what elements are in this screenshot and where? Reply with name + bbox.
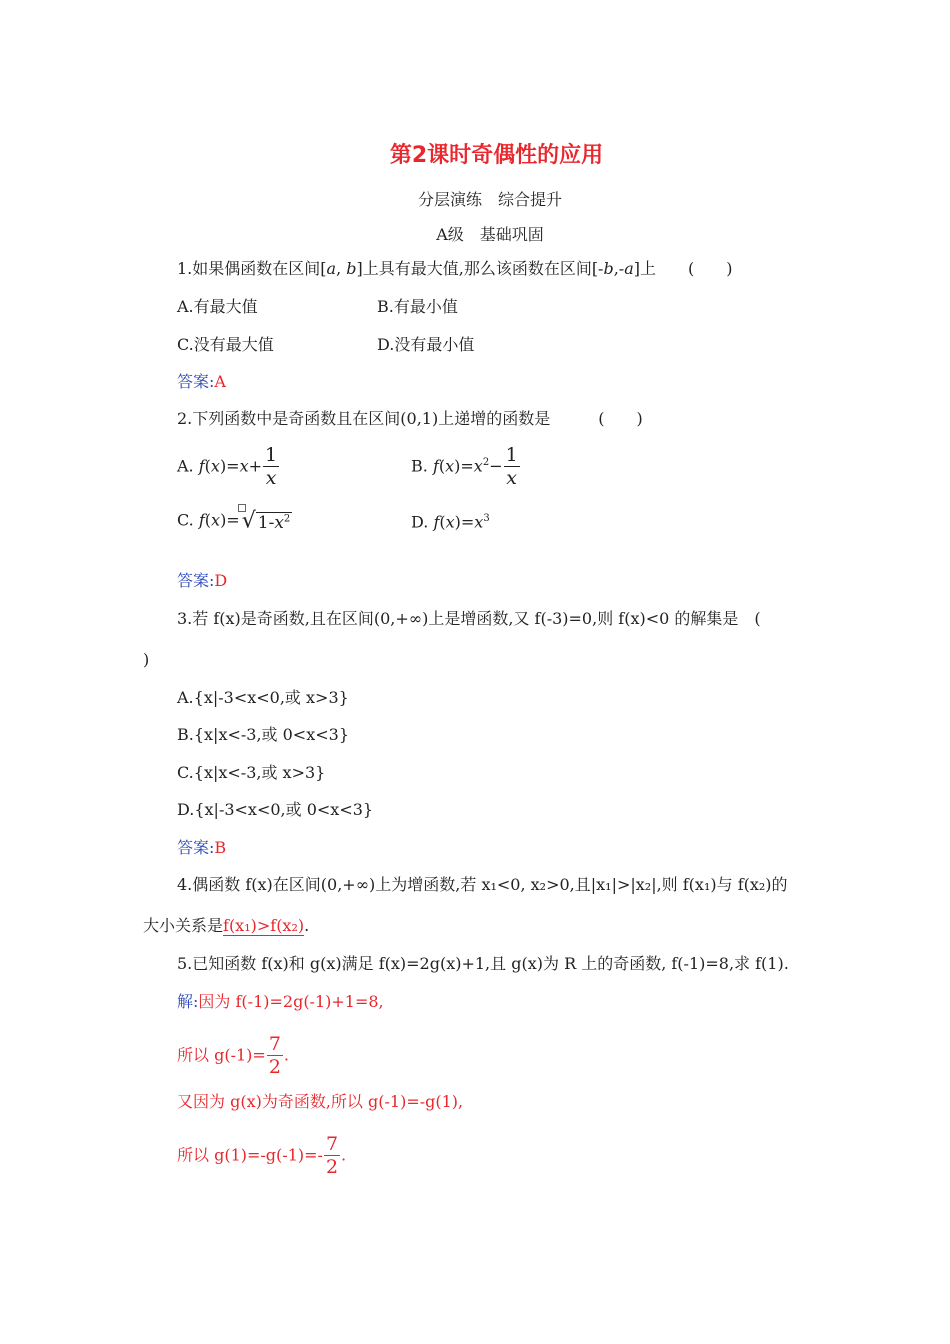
question-2-option-a: A. f(x)=x+ $\frac{1}{x}$ bbox=[177, 444, 278, 489]
question-3-answer: 答案:B bbox=[177, 838, 227, 857]
question-2-stem: 2.下列函数中是奇函数且在区间(0,1)上递增的函数是 ( ) bbox=[177, 409, 643, 428]
question-3-stem-cont: ) bbox=[143, 650, 150, 669]
question-2-option-c: C. f(x)= √ $1-x^2$ bbox=[177, 508, 292, 534]
question-1-option-a: A.有最大值 bbox=[177, 297, 258, 316]
question-3-option-d: D.{x|-3<x<0,或 0<x<3} bbox=[177, 800, 374, 819]
question-2-option-b: B. $f(x)=x^2-$ $\frac{1}{x}$ bbox=[411, 444, 518, 489]
solution-line-3: 又因为 g(x)为奇函数,所以 g(-1)=-g(1), bbox=[177, 1092, 464, 1111]
level-heading: A级 基础巩固 bbox=[436, 225, 544, 244]
question-1-option-b: B.有最小值 bbox=[377, 297, 458, 316]
fraction-seven-halves: $\frac{7}{2}$ bbox=[325, 1133, 339, 1178]
solution-line-2: 所以 g(-1)= $\frac{7}{2}$ . bbox=[177, 1033, 289, 1078]
question-1-answer: 答案:A bbox=[177, 372, 226, 391]
question-2-answer: 答案:D bbox=[177, 571, 228, 590]
question-1-option-d: D.没有最小值 bbox=[377, 335, 475, 354]
fraction-one-over-x: $\frac{1}{x}$ bbox=[265, 444, 278, 489]
section-subtitle: 分层演练 综合提升 bbox=[417, 190, 562, 209]
question-4-answer: f(x₁)>f(x₂) bbox=[223, 916, 305, 935]
square-root-expression: √ $1-x^2$ bbox=[242, 508, 293, 534]
fraction-one-over-x: $\frac{1}{x}$ bbox=[505, 444, 518, 489]
fraction-seven-halves: $\frac{7}{2}$ bbox=[268, 1033, 281, 1078]
question-1-option-c: C.没有最大值 bbox=[177, 335, 274, 354]
question-2-option-d: D. $f(x)=x^3$ bbox=[411, 512, 490, 532]
solution-line-4: 所以 g(1)=-g(-1)=- $\frac{7}{2}$ . bbox=[177, 1133, 347, 1178]
question-4-stem: 4.偶函数 f(x)在区间(0,+∞)上为增函数,若 x₁<0, x₂>0,且|x₁|>|x₂|,则 f(x₁)与 f(x₂)的 bbox=[177, 875, 788, 894]
solution-line-1: 解:因为 f(-1)=2g(-1)+1=8, bbox=[177, 992, 384, 1011]
question-1-stem: 1.如果偶函数在区间[a, b]上具有最大值,那么该函数在区间[-b,-a]上 ( ) bbox=[177, 259, 733, 278]
question-3-option-b: B.{x|x<-3,或 0<x<3} bbox=[177, 725, 350, 744]
question-5-stem: 5.已知函数 f(x)和 g(x)满足 f(x)=2g(x)+1,且 g(x)为 R 上的奇函数, f(-1)=8,求 f(1). bbox=[177, 954, 789, 973]
placeholder-box-icon bbox=[238, 504, 246, 512]
question-4-stem-cont: 大小关系是f(x₁)>f(x₂). bbox=[143, 916, 310, 935]
page-title: 第2课时奇偶性的应用 bbox=[389, 143, 604, 168]
question-3-option-a: A.{x|-3<x<0,或 x>3} bbox=[177, 688, 349, 707]
question-3-option-c: C.{x|x<-3,或 x>3} bbox=[177, 763, 326, 782]
question-3-stem: 3.若 f(x)是奇函数,且在区间(0,+∞)上是增函数,又 f(-3)=0,则 f(x)<0 的解集是 ( bbox=[177, 609, 761, 628]
